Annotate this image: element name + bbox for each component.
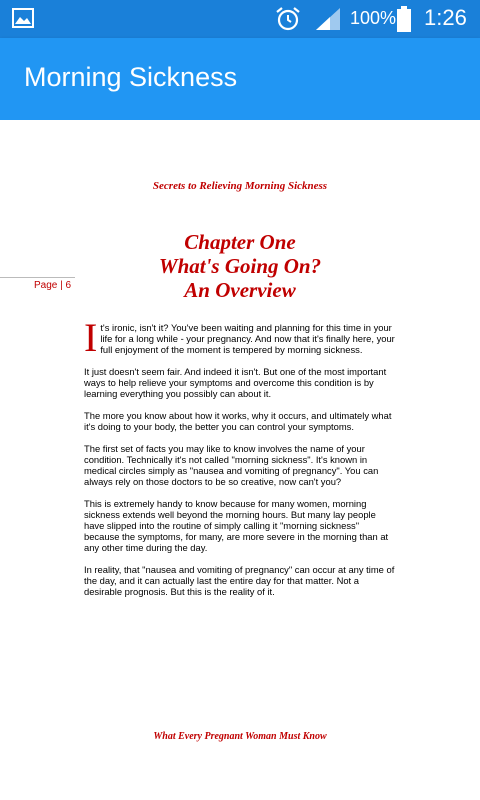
status-clock: 1:26 <box>424 5 467 30</box>
chapter-number: Chapter One <box>184 230 296 254</box>
drop-cap: I <box>84 315 98 360</box>
alarm-icon <box>274 5 302 33</box>
chapter-subheading: An Overview <box>184 278 296 302</box>
gallery-icon <box>12 8 34 28</box>
paragraph: It just doesn't seem fair. And indeed it isn't. But one of the most important ways to help relieve your symptoms and overcome this condition is by learning everything you possibly can about it. <box>84 366 387 399</box>
page-divider <box>0 277 75 278</box>
paragraph: The first set of facts you may like to know involves the name of your condition. Technically it's not called "morning sickness". It's known in medical circles simply as "nausea and vomiting of pregnancy". You can always rely on those doctors to be so creative, now can't you? <box>84 443 379 487</box>
signal-icon <box>314 6 342 32</box>
app-title: Morning Sickness <box>24 62 238 92</box>
paragraph: This is extremely handy to know because for many women, morning sickness extends well beyond the morning hours. But many lay people have slipped into the routine of simply calling it "morning sickness" because the symptoms, for many, are more severe in the morning than at any other time during the day. <box>84 498 389 553</box>
paragraph: In reality, that "nausea and vomiting of pregnancy" can occur at any time of the day, and it can actually last the entire day for that matter. Not a desirable prognosis. But this is the reality of it. <box>84 564 395 597</box>
paragraph: It's ironic, isn't it? You've been waiting and planning for this time in your life for a long while - your pregnancy. And now that it's finally here, your full enjoyment of the moment is tempered by morning sickness. <box>84 315 395 360</box>
running-header: Secrets to Relieving Morning Sickness <box>152 180 328 192</box>
battery-percent: 100% <box>350 8 397 28</box>
battery-icon <box>397 6 411 32</box>
running-footer: What Every Pregnant Woman Must Know <box>153 731 327 742</box>
status-bar <box>0 0 480 38</box>
chapter-heading: What's Going On? <box>158 254 322 278</box>
app-bar <box>0 38 480 120</box>
paragraph: The more you know about how it works, why it occurs, and ultimately what it's doing to your body, the better you can control your symptoms. <box>84 410 392 432</box>
page-number: Page | 6 <box>34 280 72 291</box>
body-text <box>84 315 396 608</box>
chapter-title <box>0 230 480 302</box>
